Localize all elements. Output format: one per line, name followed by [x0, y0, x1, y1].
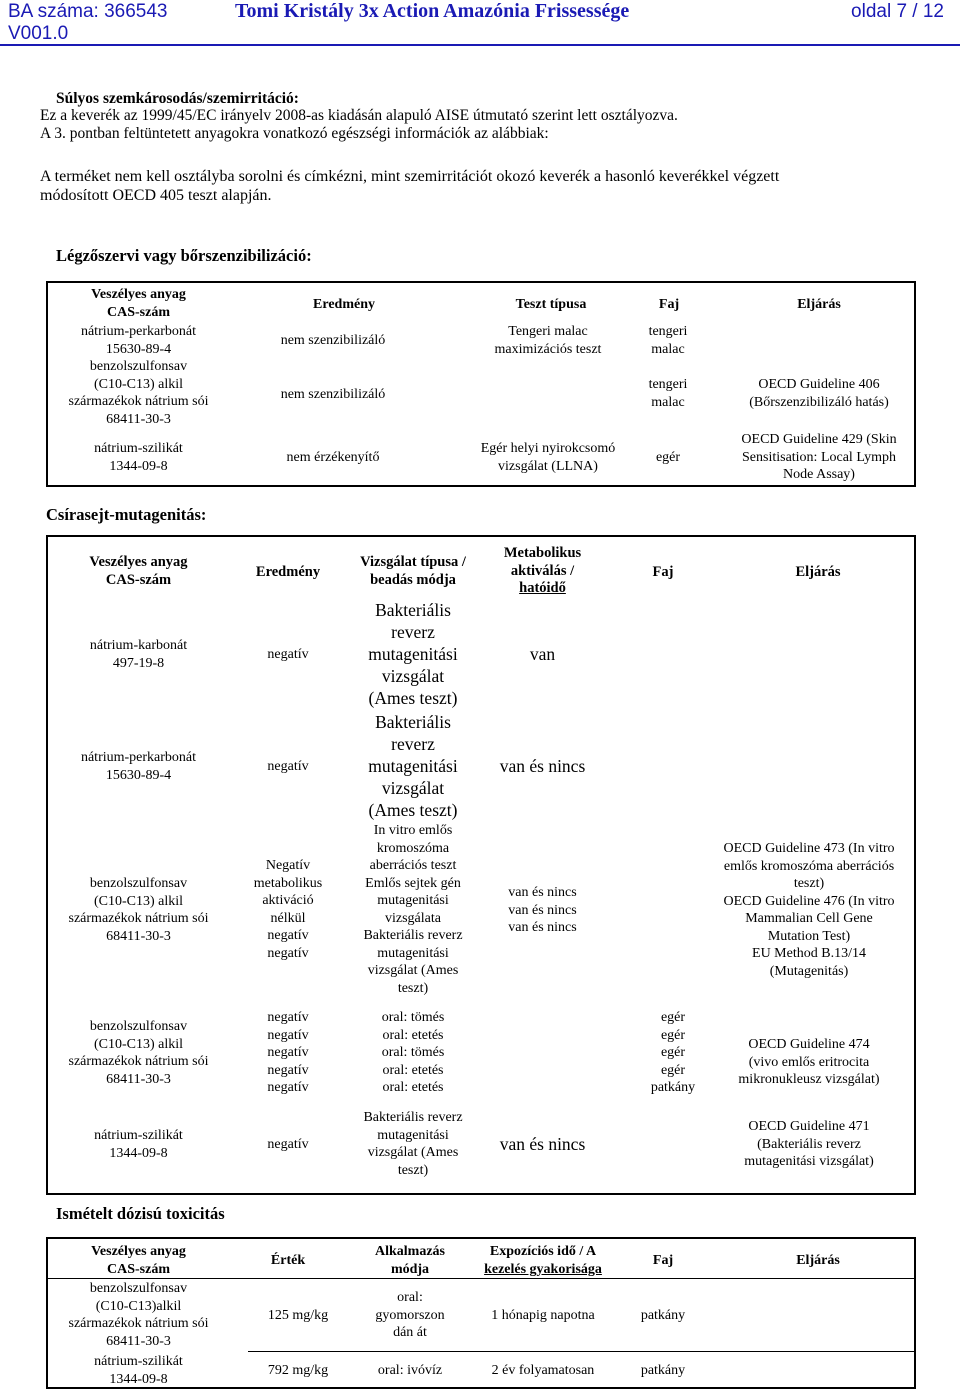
- document-title: Tomi Kristály 3x Action Amazónia Frissessége: [235, 0, 630, 22]
- header-exposure: Expozíciós idő / A kezelés gyakorisága: [484, 1244, 602, 1277]
- header-metabolic-activation: Metabolikus aktiválás / hatóidő: [503, 545, 582, 596]
- version-label: V001.0: [8, 23, 69, 44]
- sensitisation-title: Légzőszervi vagy bőrszenzibilizáció:: [56, 246, 312, 265]
- header-method: Eljárás: [797, 297, 841, 312]
- table-divider: [248, 1351, 914, 1352]
- repeated-dose-title: Ismételt dózisú toxicitás: [56, 1204, 225, 1223]
- header-result: Eredmény: [255, 564, 321, 580]
- ba-number: BA száma: 366543: [8, 1, 168, 22]
- header-rule: [0, 44, 960, 46]
- intro-paragraph-2: módosított OECD 405 teszt alapján.: [40, 187, 272, 204]
- intro-line-2: A 3. pontban feltüntetett anyagokra vonatkozó egészségi információk az alábbiak:: [40, 125, 549, 142]
- page-header: [0, 0, 960, 46]
- header-test-type: Vizsgálat típusa / beadás módja: [360, 554, 466, 588]
- header-test-type: Teszt típusa: [515, 297, 587, 312]
- mutagenicity-table: Veszélyes anyag CAS-szám Eredmény Vizsgálat típusa / beadás módja Metabolikus aktiválás / hatóidő Faj Eljárás nátrium-karbonát 497-19-8 negatív Bakteriális reverz mutagenitási vizsgálat (Ames teszt) van nátrium-perkarbonát 15630-89-4 negatív Bakteriális reverz mutagenitási vizsgálat (Ames teszt) van és nincs benzolszulfonsav (C10-C13) alkil származékok nátrium sói 68411-30-3 Negatív metabolikus aktiváció nélkül negatív negatív In vitro emlős kromoszóma aberrációs teszt Emlős sejtek gén mutagenitási vizsgálata Bakteriális reverz mutagenitási vizsgálat (Ames teszt) van és nincs van és nincs van és nincs OECD Guideline 473 (In vitro emlős kromoszóma aberrációs teszt) OECD Guideline 476 (In vitro Mammalian Cell Gene Mutation Test) EU Method B.13/14 (Mutagenitás) benzolszulfonsav (C10-C13) alkil származékok nátrium sói 68411-30-3 negatív negatív negatív negatív negatív oral: tömés oral: etetés oral: tömés oral: etetés oral: etetés egér egér egér egér patkány OECD Guideline 474 (vivo emlős eritrocita mikronukleusz vizsgálat) nátrium-szilikát 1344-09-8 negatív Bakteriális reverz mutagenitási vizsgálat (Ames teszt) van és nincs OECD Guideline 471 (Bakteriális reverz mutagenitási vizsgálat): [46, 535, 916, 1195]
- header-value: Érték: [270, 1253, 306, 1268]
- eye-irritation-heading: Súlyos szemkárosodás/szemirritáció:: [56, 90, 299, 107]
- header-species: Faj: [652, 564, 674, 580]
- header-application: Alkalmazás módja: [375, 1244, 445, 1277]
- page-number: oldal 7 / 12: [851, 1, 944, 22]
- intro-paragraph-1: A terméket nem kell osztályba sorolni és címkézni, mint szemirritációt okozó keverék a hasonló keverékkel végzett: [40, 168, 780, 185]
- header-result: Eredmény: [313, 297, 375, 312]
- table-divider: [48, 1278, 914, 1279]
- header-species: Faj: [652, 1253, 674, 1268]
- header-substance: Veszélyes anyag CAS-szám: [89, 554, 188, 588]
- header-substance: Veszélyes anyag CAS-szám: [91, 1244, 186, 1277]
- header-method: Eljárás: [795, 564, 841, 580]
- mutagenicity-title: Csírasejt-mutagenitás:: [46, 505, 207, 524]
- sensitisation-table: Veszélyes anyag CAS-szám Eredmény Teszt típusa Faj Eljárás nátrium-perkarbonát 15630-89-4 nem szenzibilizáló Tengeri malac maximizációs teszt tengeri malac benzolszulfonsav (C10-C13) alkil származékok nátrium sói 68411-30-3 nem szenzibilizáló tengeri malac OECD Guideline 406 (Bőrszenzibilizáló hatás) nátrium-szilikát 1344-09-8 nem érzékenyítő Egér helyi nyirokcsomó vizsgálat (LLNA) egér OECD Guideline 429 (Skin Sensitisation: Local Lymph Node Assay): [46, 281, 916, 487]
- header-method: Eljárás: [796, 1253, 840, 1268]
- header-substance: Veszélyes anyag CAS-szám: [91, 287, 186, 320]
- repeated-dose-table: Veszélyes anyag CAS-szám Érték Alkalmazás módja Expozíciós idő / A kezelés gyakorisága Faj Eljárás benzolszulfonsav (C10-C13)alkil származékok nátrium sói 68411-30-3 125 mg/kg oral: gyomorszon dán át 1 hónapig napotna patkány nátrium-szilikát 1344-09-8 792 mg/kg oral: ivóvíz 2 év folyamatosan patkány: [46, 1237, 916, 1389]
- intro-line-1: Ez a keverék az 1999/45/EC irányelv 2008-as kiadásán alapuló AISE útmutató szerint lett osztályozva.: [40, 107, 678, 124]
- header-species: Faj: [658, 297, 680, 312]
